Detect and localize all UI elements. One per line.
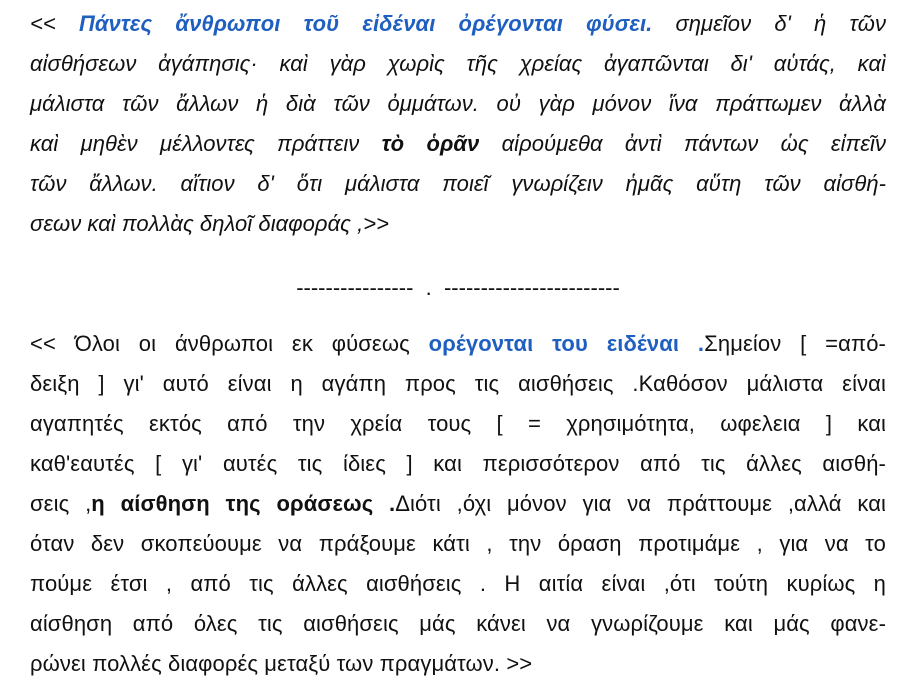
bold-phrase: η αίσθηση της οράσεως . [91, 491, 396, 516]
ancient-line-6: σεων καὶ πολλὰς δηλοῖ διαφοράς ,>> [30, 211, 390, 236]
modern-line-4: καθ'εαυτές [ γι' αυτές τις ίδιες ] και περισσότερον από τις άλλες αισθή- [30, 451, 886, 476]
highlighted-phrase: ορέγονται του ειδέναι . [428, 331, 705, 356]
modern-line-6: όταν δεν σκοπεύουμε να πράξουμε κάτι , την όραση προτιμάμε , για να το [30, 531, 886, 556]
modern-greek-paragraph [30, 324, 886, 684]
modern-text: Διότι ,όχι μόνον για να πράττουμε ,αλλά και [395, 491, 886, 516]
modern-text: << Όλοι οι άνθρωποι εκ φύσεως [30, 331, 429, 356]
modern-line-5 [30, 484, 886, 524]
modern-line-2: δειξη ] γι' αυτό είναι η αγάπη προς τις αισθήσεις .Καθόσον μάλιστα είναι [30, 371, 886, 396]
highlighted-phrase: Πάντες ἄνθρωποι τοῦ εἰδέναι ὀρέγονται φύσει. [79, 11, 653, 36]
section-separator: ---------------- . ------------------------ [296, 275, 620, 300]
modern-line-3: αγαπητές εκτός από την χρεία τους [ = χρησιμότητα, ωφελεια ] και [30, 411, 886, 436]
open-quote: << [30, 11, 79, 36]
ancient-line-2: αἰσθήσεων ἀγάπησις· καὶ γὰρ χωρὶς τῆς χρείας ἀγαπῶνται δι' αὑτάς, καὶ [30, 51, 886, 76]
modern-text: Σημείον [ =από- [704, 331, 886, 356]
ancient-text: σημεῖον δ' ἡ τῶν [652, 11, 887, 36]
modern-line-8: αίσθηση από όλες τις αισθήσεις μάς κάνει να γνωρίζουμε και μάς φανε- [30, 611, 886, 636]
ancient-line-5: τῶν ἄλλων. αἴτιον δ' ὅτι μάλιστα ποιεῖ γνωρίζειν ἡμᾶς αὕτη τῶν αἰσθή- [30, 171, 886, 196]
modern-line-9: ρώνει πολλές διαφορές μεταξύ των πραγμάτων. >> [30, 651, 533, 676]
modern-text: σεις , [30, 491, 92, 516]
modern-line-1 [30, 324, 886, 364]
ancient-text: καὶ μηθὲν μέλλοντες πράττειν [30, 131, 382, 156]
ancient-line-1 [30, 4, 886, 44]
modern-line-7: πούμε έτσι , από τις άλλες αισθήσεις . Η αιτία είναι ,ότι τούτη κυρίως η [30, 571, 886, 596]
ancient-text: αἱρούμεθα ἀντὶ πάντων ὡς εἰπεῖν [479, 131, 887, 156]
bold-phrase: τὸ ὁρᾶν [381, 131, 480, 156]
ancient-greek-paragraph [30, 4, 886, 244]
ancient-line-4 [30, 124, 886, 164]
ancient-line-3: μάλιστα τῶν ἄλλων ἡ διὰ τῶν ὀμμάτων. οὐ γὰρ μόνον ἵνα πράττωμεν ἀλλὰ [30, 91, 886, 116]
